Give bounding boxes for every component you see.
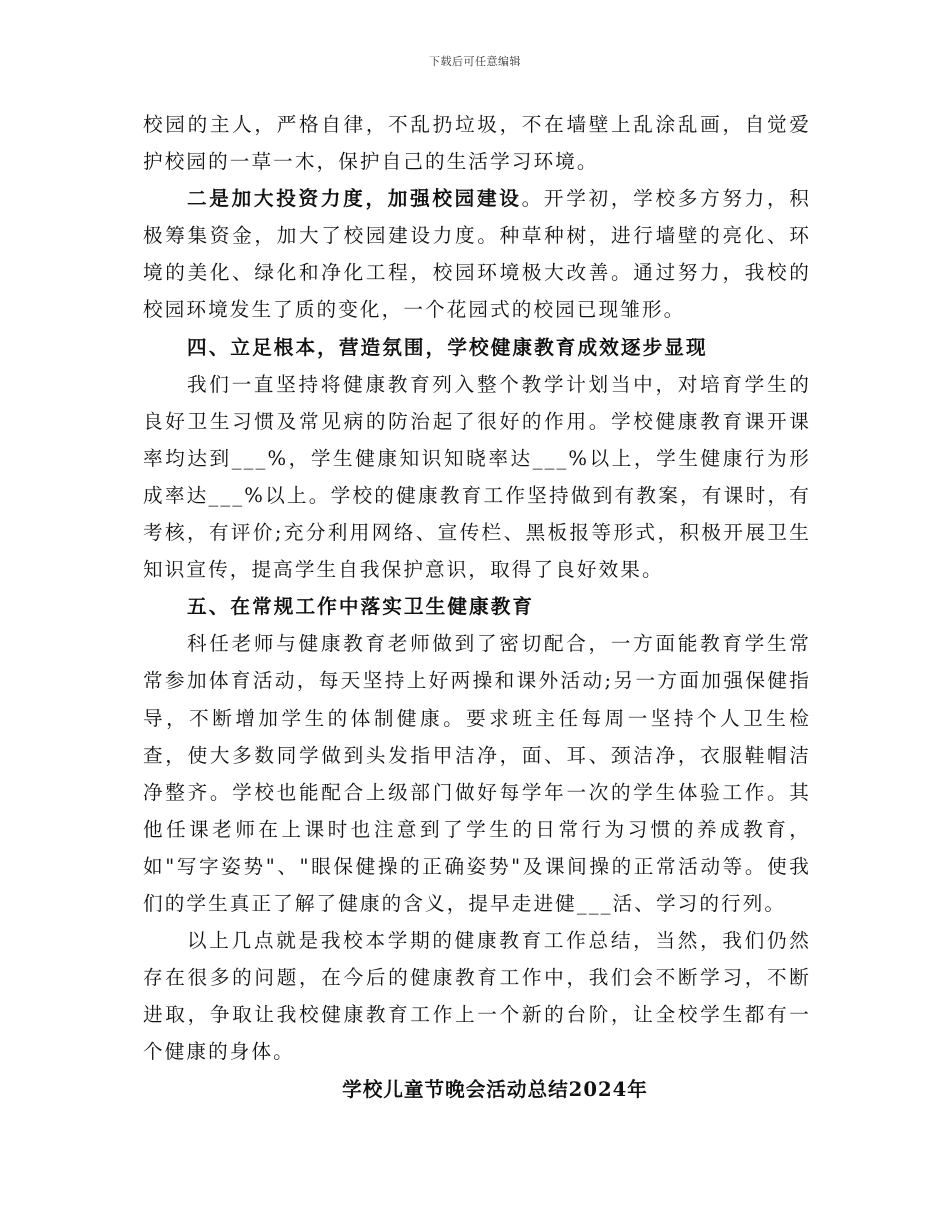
- header-note: 下载后可任意编辑: [429, 55, 521, 68]
- paragraph-health-education-plan: 我们一直坚持将健康教育列入整个教学计划当中，对培育学生的良好卫生习惯及常见病的防治起了很好的作用。学校健康教育课开课率均达到___%，学生健康知识知晓率达___%以上，学生健康行为形成率达___%以上。学校的健康教育工作坚持做到有教案，有课时，有考核，有评价;充分利用网络、宣传栏、黑板报等形式，积极开展卫生知识宣传，提高学生自我保护意识，取得了良好效果。: [143, 372, 811, 582]
- paragraph-routine-work: 科任老师与健康教育老师做到了密切配合，一方面能教育学生常常参加体育活动，每天坚持上好两操和课外活动;另一方面加强保健指导，不断增加学生的体制健康。要求班主任每周一坚持个人卫生检查，使大多数同学做到头发指甲洁净，面、耳、颈洁净，衣服鞋帽洁净整齐。学校也能配合上级部门做好每学年一次的学生体验工作。其他任课老师在上课时也注意到了学生的日常行为习惯的养成教育，如"写字姿势"、"眼保健操的正确姿势"及课间操的正常活动等。使我们的学生真正了解了健康的含义，提早走进健___活、学习的行列。: [143, 632, 811, 915]
- paragraph-campus-construction: [143, 180, 811, 328]
- paragraph-text: 。开学初，学校多方努力，积极筹集资金，加大了校园建设力度。种草种树，进行墙壁的亮化、环境的美化、绿化和净化工程，校园环境极大改善。通过努力，我校的校园环境发生了质的变化，一个花园式的校园已现雏形。: [143, 187, 811, 322]
- paragraph-lead-bold: 二是加大投资力度，加强校园建设: [187, 187, 522, 211]
- next-document-title: 学校儿童节晚会活动总结2024年: [342, 1078, 648, 1101]
- paragraph-summary: 以上几点就是我校本学期的健康教育工作总结，当然，我们仍然存在很多的问题，在今后的健康教育工作中，我们会不断学习，不断进取，争取让我校健康教育工作上一个新的台阶，让全校学生都有一个健康的身体。: [143, 929, 811, 1064]
- paragraph-continued: 校园的主人，严格自律，不乱扔垃圾，不在墙壁上乱涂乱画，自觉爱护校园的一草一木，保护自己的生活学习环境。: [143, 113, 811, 174]
- document-body: [143, 106, 811, 1070]
- section-heading-4: 四、立足根本，营造氛围，学校健康教育成效逐步显现: [187, 335, 708, 359]
- section-heading-5: 五、在常规工作中落实卫生健康教育: [187, 595, 535, 619]
